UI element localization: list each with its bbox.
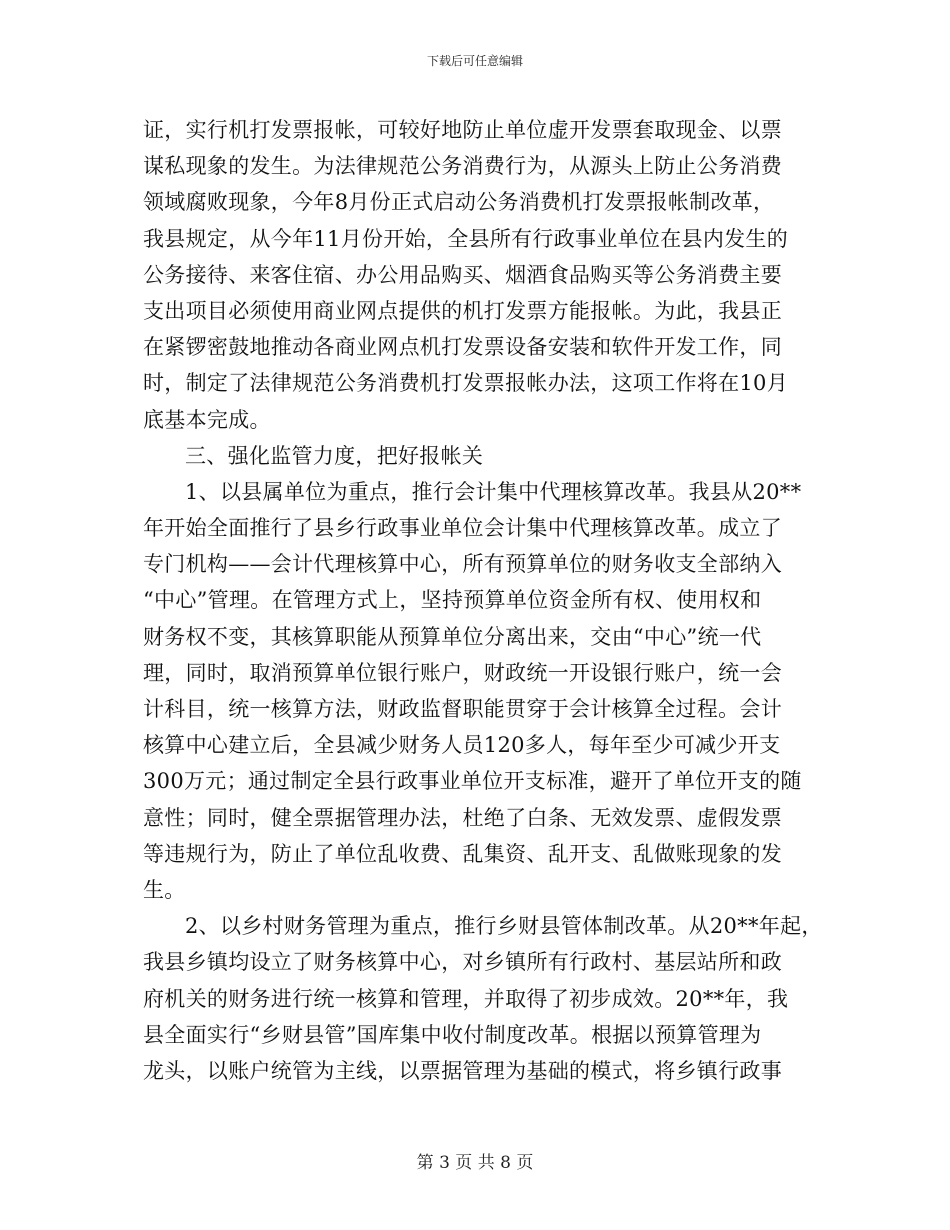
text-line: 等违规行为，防止了单位乱收费、乱集资、乱开支、乱做账现象的发: [143, 841, 782, 866]
text-line: “中心”管理。在管理方式上，坚持预算单位资金所有权、使用权和: [143, 588, 762, 613]
text-line: 龙头，以账户统管为主线，以票据管理为基础的模式，将乡镇行政事: [143, 1058, 782, 1083]
page-number: 第 3 页 共 8 页: [416, 1153, 534, 1173]
text-line: 300万元；通过制定全县行政事业单位开支标准，避开了单位开支的随: [143, 769, 802, 794]
text-line: 公务接待、来客住宿、办公用品购买、烟酒食品购买等公务消费主要: [143, 262, 782, 287]
section-heading: 三、强化监管力度，把好报帐关: [185, 443, 484, 468]
text-line: 我县乡镇均设立了财务核算中心，对乡镇所有行政村、基层站所和政: [143, 950, 782, 975]
text-line: 支出项目必须使用商业网点提供的机打发票方能报帐。为此，我县正: [143, 298, 782, 323]
text-line: 生。: [143, 877, 186, 902]
text-line: 底基本完成。: [143, 407, 271, 432]
text-line: 在紧锣密鼓地推动各商业网点机打发票设备安装和软件开发工作，同: [143, 335, 782, 360]
text-line: 专门机构——会计代理核算中心，所有预算单位的财务收支全部纳入: [143, 552, 782, 577]
text-line: 年开始全面推行了县乡行政事业单位会计集中代理核算改革。成立了: [143, 516, 782, 541]
document-body: [143, 112, 823, 1089]
text-line: 财务权不变，其核算职能从预算单位分离出来，交由“中心”统一代: [143, 624, 762, 649]
text-line: 理，同时，取消预算单位银行账户，财政统一开设银行账户，统一会: [143, 660, 782, 685]
paragraph-start-line: 2、以乡村财务管理为重点，推行乡财县管体制改革。从20**年起，: [185, 914, 823, 939]
text-line: 领域腐败现象，今年8月份正式启动公务消费机打发票报帐制改革，: [143, 190, 775, 215]
text-line: 时，制定了法律规范公务消费机打发票报帐办法，这项工作将在10月: [143, 371, 789, 396]
text-line: 意性；同时，健全票据管理办法，杜绝了白条、无效发票、虚假发票: [143, 805, 782, 830]
text-line: 县全面实行“乡财县管”国库集中收付制度改革。根据以预算管理为: [143, 1022, 762, 1047]
text-line: 核算中心建立后，全县减少财务人员120多人，每年至少可减少开支: [143, 733, 781, 758]
text-line: 证，实行机打发票报帐，可较好地防止单位虚开发票套取现金、以票: [143, 118, 782, 142]
text-line: 谋私现象的发生。为法律规范公务消费行为，从源头上防止公务消费: [143, 154, 782, 179]
paragraph-start-line: 1、以县属单位为重点，推行会计集中代理核算改革。我县从20**: [185, 479, 802, 504]
text-line: 我县规定，从今年11月份开始，全县所有行政事业单位在县内发生的: [143, 226, 789, 251]
text-line: 府机关的财务进行统一核算和管理，并取得了初步成效。20**年，我: [143, 986, 789, 1011]
text-line: 计科目，统一核算方法，财政监督职能贯穿于会计核算全过程。会计: [143, 697, 782, 721]
page-header-note: 下载后可任意编辑: [426, 54, 523, 68]
